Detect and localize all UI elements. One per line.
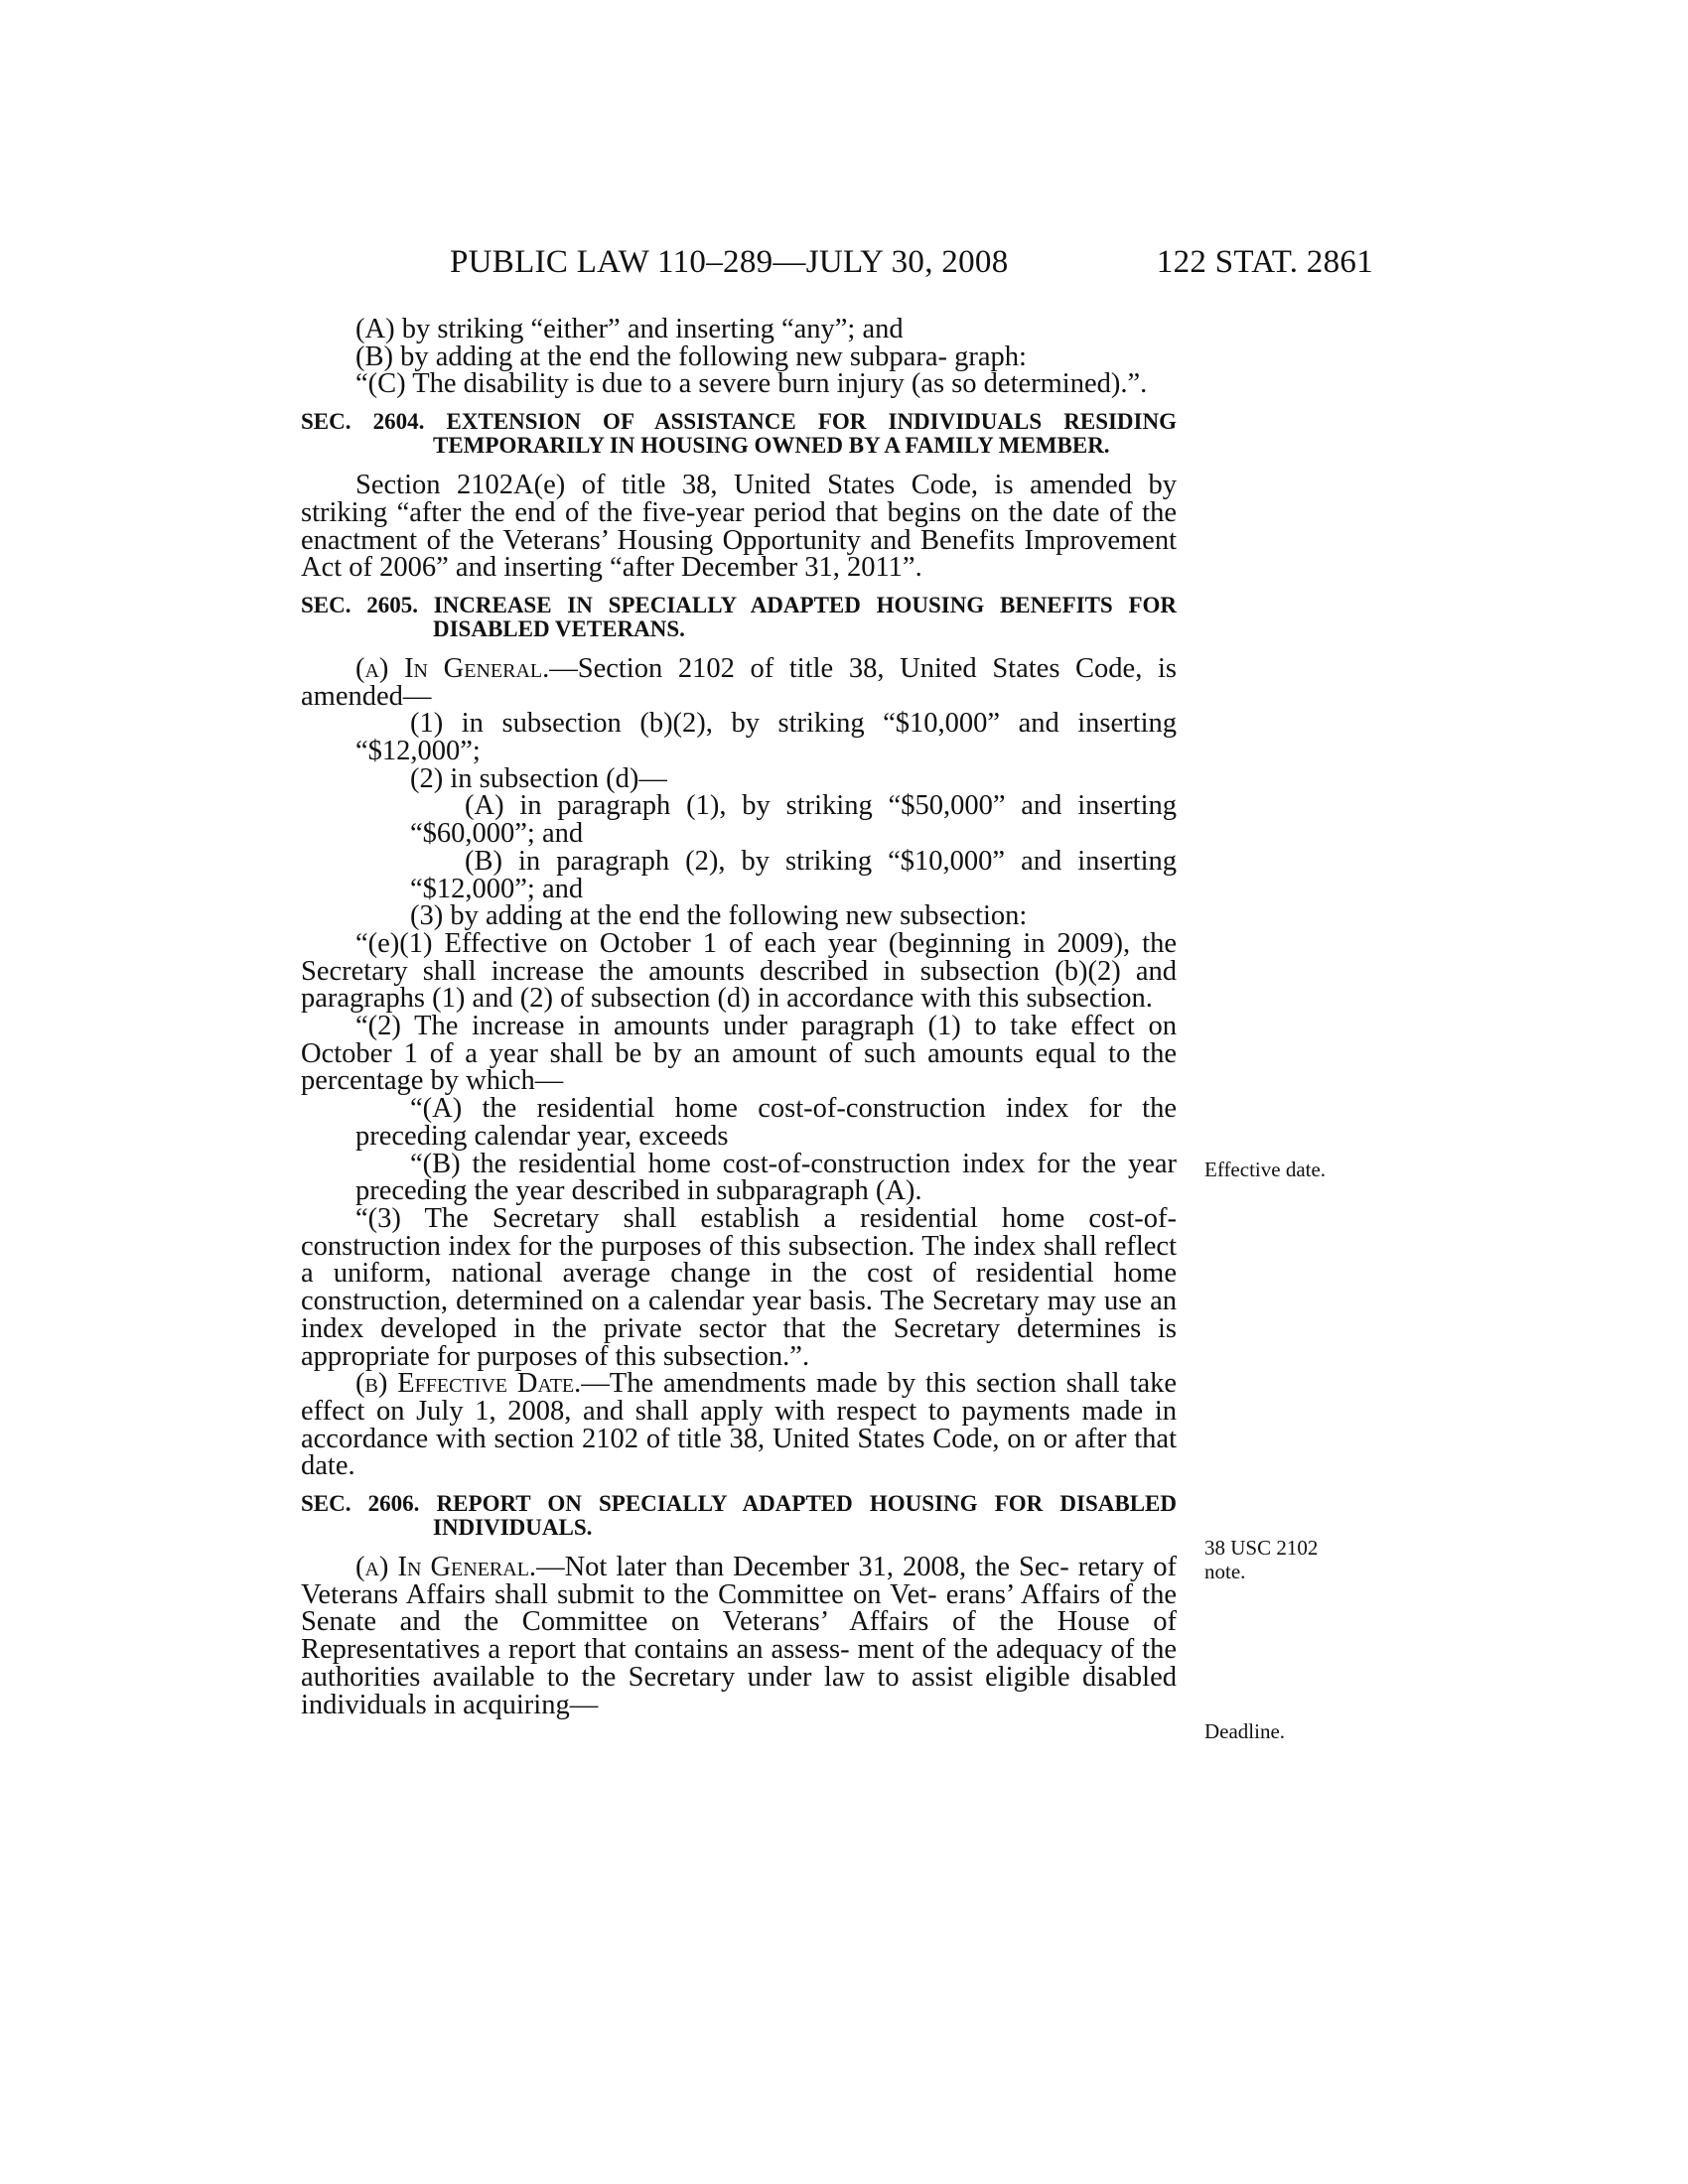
section-2605-b-text: —The amendments made by this section shall take effect on July 1, 2008, and shall apply with respect to payments made in accordance with section 2102 of title 38, United States Code, on or after that date. <box>301 1368 1177 1482</box>
section-2605-b-label: (b) Effective Date. <box>355 1368 582 1400</box>
header-title: PUBLIC LAW 110–289—JULY 30, 2008 <box>450 244 1009 280</box>
section-2605-a2B: (B) in paragraph (2), by striking “$10,000” and inserting “$12,000”; and <box>410 845 1177 904</box>
section-2606-heading: SEC. 2606. REPORT ON SPECIALLY ADAPTED HOUSING FOR DISABLED INDIVIDUALS. <box>301 1491 1177 1541</box>
section-2605-e1: “(e)(1) Effective on October 1 of each year (beginning in 2009), the Secretary shall increase the amounts described in subsection (b)(2) and paragraphs (1) and (2) of subsection (d) in accordance with this subsection. <box>301 927 1177 1015</box>
section-2605-a-text: —Section 2102 of title 38, United States Code, is amended— <box>301 652 1177 712</box>
section-2604-text: Section 2102A(e) of title 38, United States Code, is amended by striking “after the end of the five-year period that begins on the date of the enactment of the Veterans’ Housing Opportunity and Benefits Improvement Act of 2006” and inserting “after December 31, 2011”. <box>301 470 1177 584</box>
margin-note-usc-line2: note. <box>1204 1560 1246 1583</box>
document-body <box>301 316 1177 1718</box>
section-2605-e2A: “(A) the residential home cost-of-construction index for the preceding calendar year, exceeds <box>355 1093 1177 1152</box>
margin-note-usc-line1: 38 USC 2102 <box>1204 1536 1319 1560</box>
section-2605-e3: “(3) The Secretary shall establish a residential home cost-of- construction index for the purposes of this subsection. The index shall reflect a uniform, national average change in the cost of residential home construction, determined on a calendar year basis. The Secretary may use an index developed in the private sector that the Secretary determines is appropriate for purposes of this subsection.”. <box>301 1202 1177 1372</box>
section-2606-a <box>301 1554 1177 1718</box>
section-2605-heading: SEC. 2605. INCREASE IN SPECIALLY ADAPTED HOUSING BENEFITS FOR DISABLED VETERANS. <box>301 592 1177 641</box>
section-2605-a-label: (a) In General. <box>355 652 550 684</box>
section-2605-a2: (2) in subsection (d)— <box>410 762 667 794</box>
section-2606-a-text: —Not later than December 31, 2008, the Sec- retary of Veterans Affairs shall submit to the Committee on Vet- erans’ Affairs of the Senate and the Committee on Veterans’ Affairs of the House of Representatives a report that contains an assess- ment of the adequacy of the authorities available to the Secretary under law to assist eligible disabled individuals in acquiring— <box>301 1552 1177 1720</box>
section-2605-e2: “(2) The increase in amounts under paragraph (1) to take effect on October 1 of a year shall be by an amount of such amounts equal to the percentage by which— <box>301 1011 1177 1097</box>
margin-note-usc <box>1204 1536 1318 1583</box>
margin-note-deadline: Deadline. <box>1204 1719 1286 1743</box>
paragraph-B-adding: (B) by adding at the end the following new subpara- graph: <box>355 341 1027 372</box>
paragraph-C-burn-injury: “(C) The disability is due to a severe burn injury (as so determined).”. <box>355 368 1148 400</box>
section-2605-a <box>301 652 1177 712</box>
section-2604-heading: SEC. 2604. EXTENSION OF ASSISTANCE FOR INDIVIDUALS RESIDING TEMPORARILY IN HOUSING OWNED BY A FAMILY MEMBER. <box>301 409 1177 459</box>
section-2606-a-label: (a) In General. <box>355 1552 537 1583</box>
section-2605-e2B: “(B) the residential home cost-of-construction index for the year preceding the year described in subparagraph (A). <box>355 1148 1177 1207</box>
section-2605-a1: (1) in subsection (b)(2), by striking “$10,000” and inserting “$12,000”; <box>355 708 1177 767</box>
section-2605-a2A: (A) in paragraph (1), by striking “$50,000” and inserting “$60,000”; and <box>410 790 1177 850</box>
paragraph-A-striking: (A) by striking “either” and inserting “any”; and <box>355 314 904 344</box>
page-header <box>450 244 1373 284</box>
section-2605-b <box>301 1370 1177 1480</box>
section-2605-a3: (3) by adding at the end the following new subsection: <box>410 900 1028 932</box>
header-stat-citation: 122 STAT. 2861 <box>1156 244 1373 280</box>
margin-note-effective-date: Effective date. <box>1204 1158 1327 1181</box>
